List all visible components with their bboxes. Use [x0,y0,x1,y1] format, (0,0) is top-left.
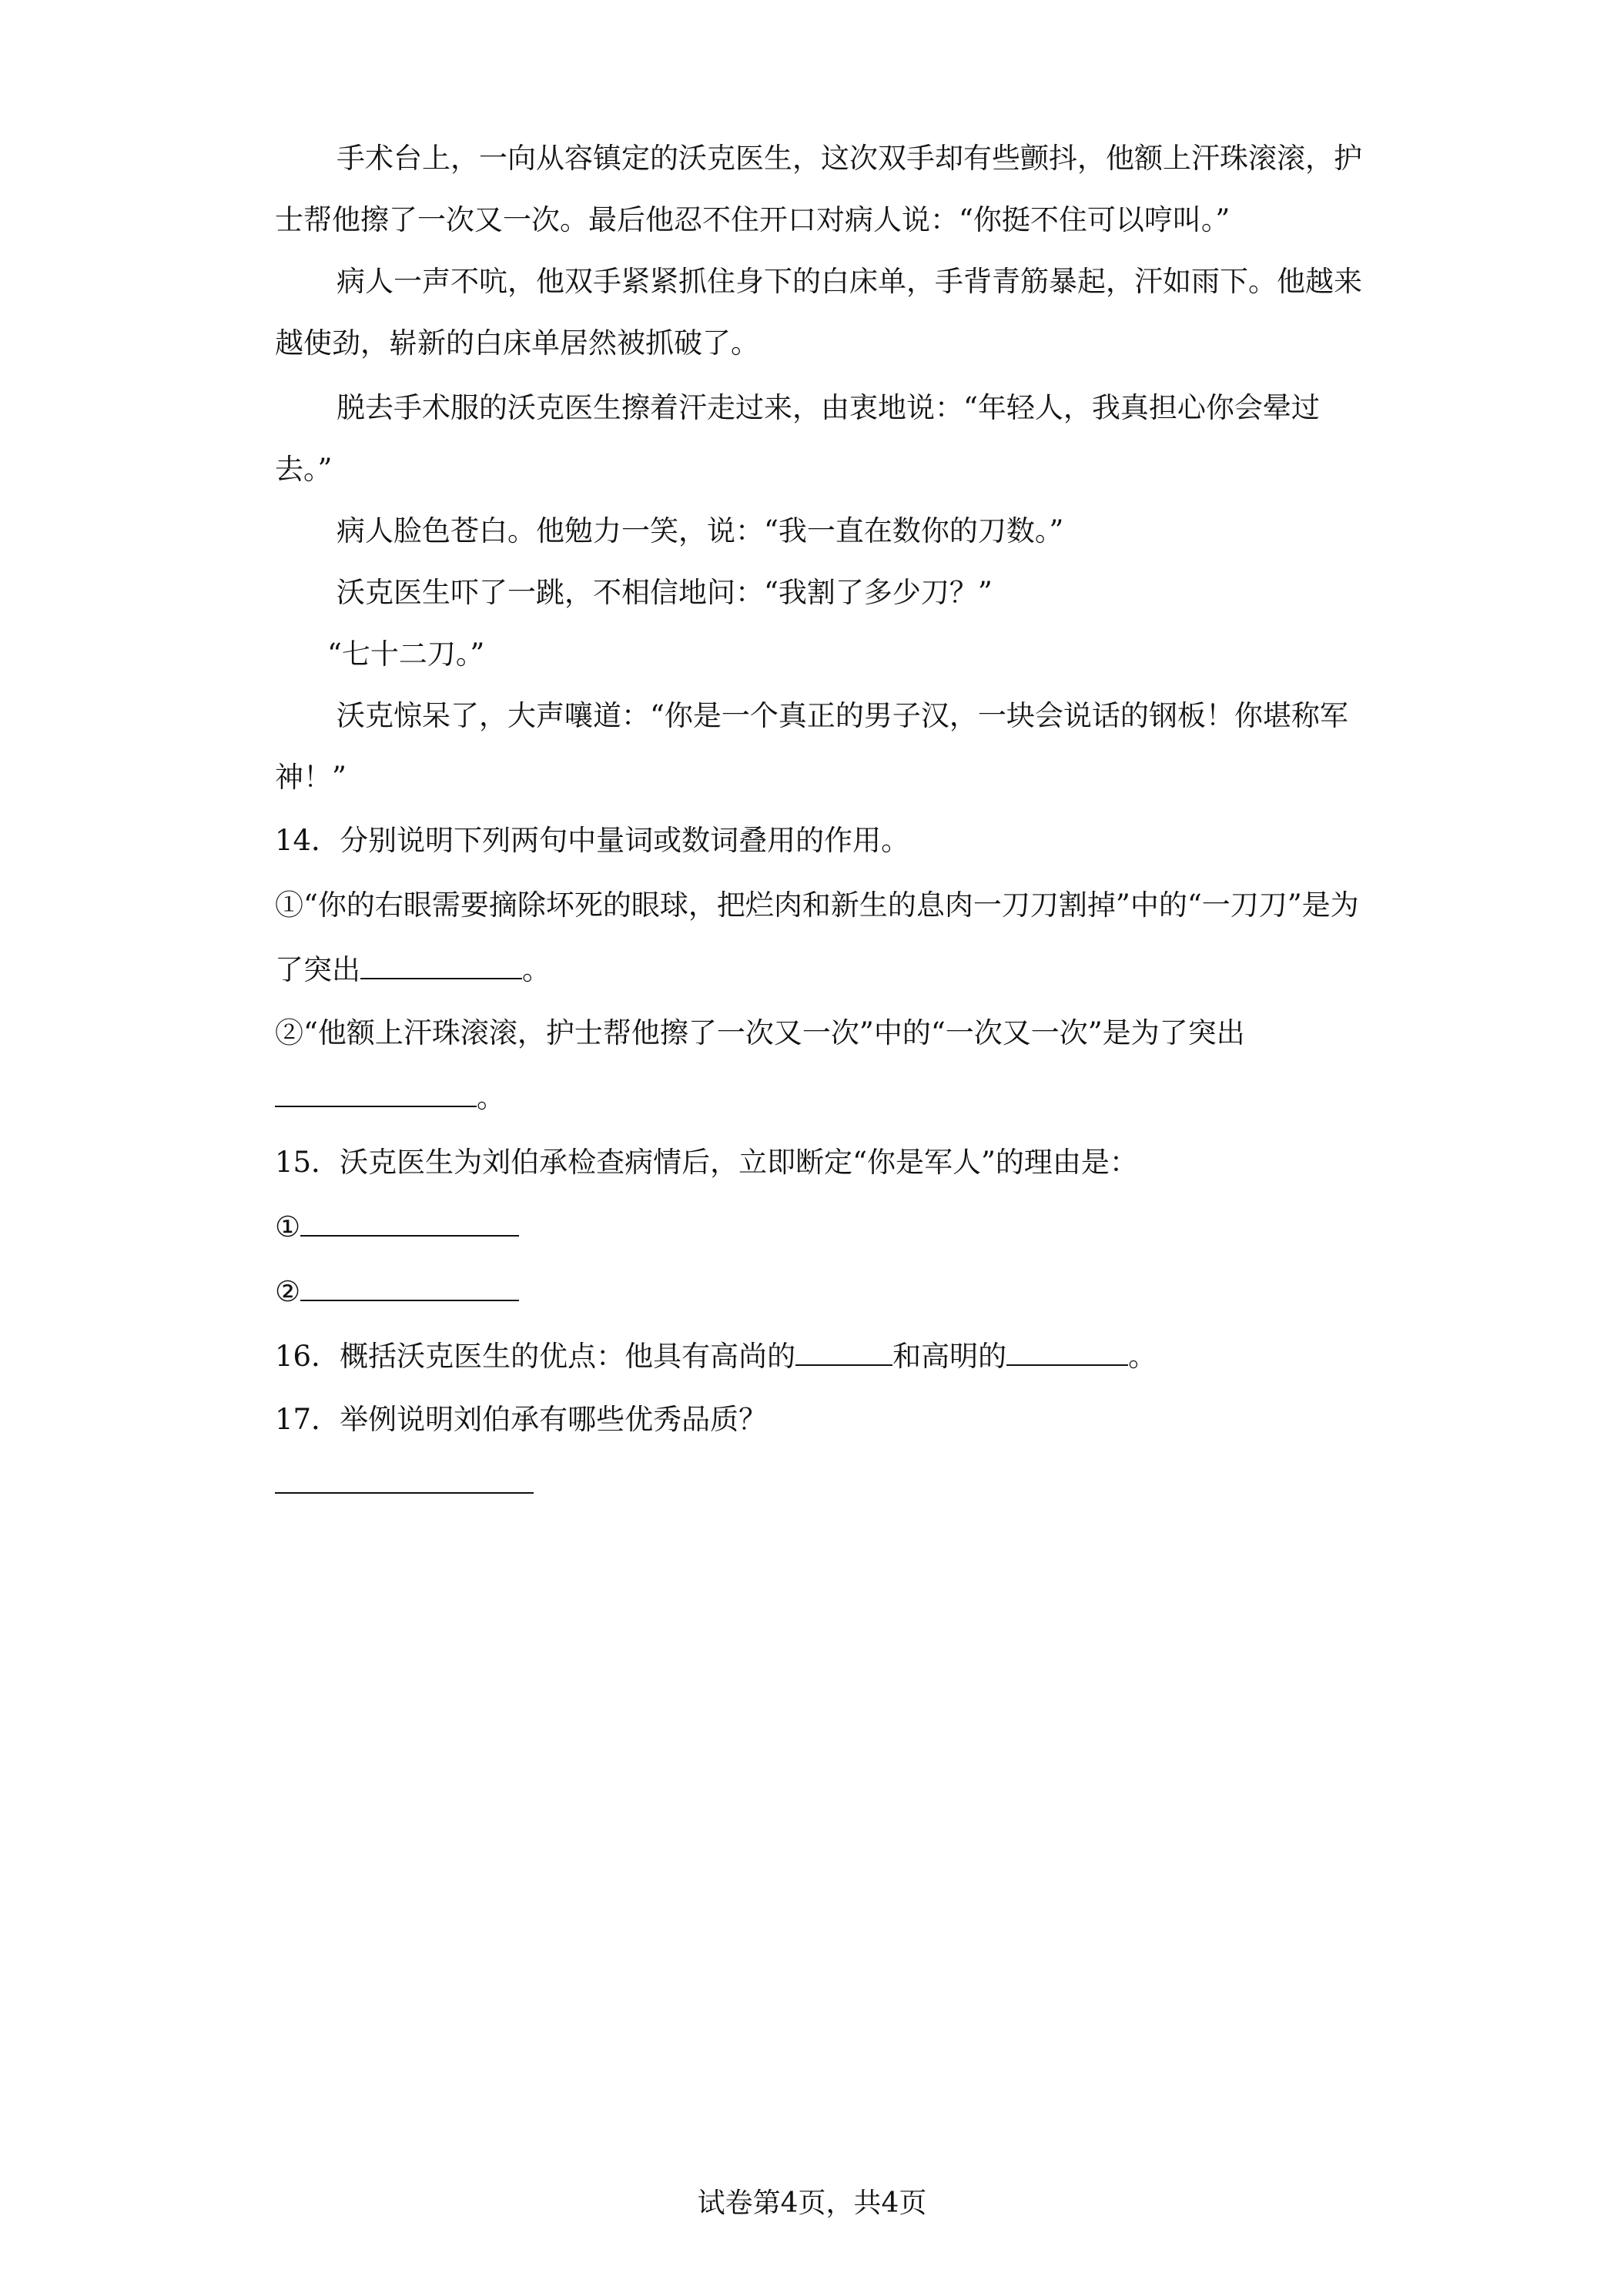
question-14-item-2: ②“他额上汗珠滚滚，护士帮他擦了一次又一次”中的“一次又一次”是为了突出 [275,1016,1245,1049]
page-footer: 试卷第4页，共4页 [697,2187,927,2219]
passage-line: 病人脸色苍白。他勉力一笑，说：“我一直在数你的刀数。” [337,514,1064,547]
passage-line: 沃克惊呆了，大声嚷道：“你是一个真正的男子汉，一块会说话的钢板！你堪称军 [337,699,1348,732]
question-16 [275,1338,1353,1375]
passage-line: “七十二刀。” [327,638,485,671]
question-17-answer-line [275,1466,1353,1503]
question-15-title: 15．沃克医生为刘伯承检查病情后，立即断定“你是军人”的理由是： [275,1146,1138,1179]
answer-prefix: 了突出 [275,953,360,986]
question-text: 16．概括沃克医生的优点：他具有高尚的 [275,1340,796,1373]
passage-line: 士帮他擦了一次又一次。最后他忍不住开口对病人说：“你挺不住可以哼叫。” [275,203,1231,236]
answer-blank[interactable] [275,1079,477,1107]
passage-line: 手术台上，一向从容镇定的沃克医生，这次双手却有些颤抖，他额上汗珠滚滚，护 [337,142,1362,175]
passage-line: 沃克医生吓了一跳，不相信地问：“我割了多少刀？” [337,576,993,609]
question-14-item-1: ①“你的右眼需要摘除坏死的眼球，把烂肉和新生的息肉一刀刀割掉”中的“一刀刀”是为 [275,889,1359,922]
answer-marker: ① [275,1210,301,1243]
answer-blank[interactable] [795,1338,892,1366]
passage-line: 病人一声不吭，他双手紧紧抓住身下的白床单，手背青筋暴起，汗如雨下。他越来 [337,265,1362,298]
passage-line: 越使劲，崭新的白床单居然被抓破了。 [275,326,759,360]
question-15-answer-2 [275,1274,1353,1310]
passage-line: 去。” [275,453,333,486]
question-text: 和高明的 [892,1340,1007,1373]
answer-blank[interactable] [360,952,522,979]
question-15-answer-1 [275,1209,1353,1246]
answer-blank[interactable] [300,1274,519,1301]
answer-marker: ② [275,1275,301,1308]
answer-suffix: 。 [477,1081,505,1114]
answer-blank[interactable] [300,1209,519,1237]
passage-line: 神！” [275,761,347,794]
passage-line: 脱去手术服的沃克医生擦着汗走过来，由衷地说：“年轻人，我真担心你会晕过 [337,391,1320,424]
answer-blank[interactable] [275,1466,534,1494]
question-17-title: 17．举例说明刘伯承有哪些优秀品质？ [275,1403,768,1436]
question-14-title: 14．分别说明下列两句中量词或数词叠用的作用。 [275,824,910,857]
question-14-item-1-answer-line [275,952,1353,989]
answer-suffix: 。 [522,953,551,986]
question-text: 。 [1128,1340,1157,1373]
answer-blank[interactable] [1006,1338,1128,1366]
question-14-item-2-answer-line [275,1079,1353,1116]
